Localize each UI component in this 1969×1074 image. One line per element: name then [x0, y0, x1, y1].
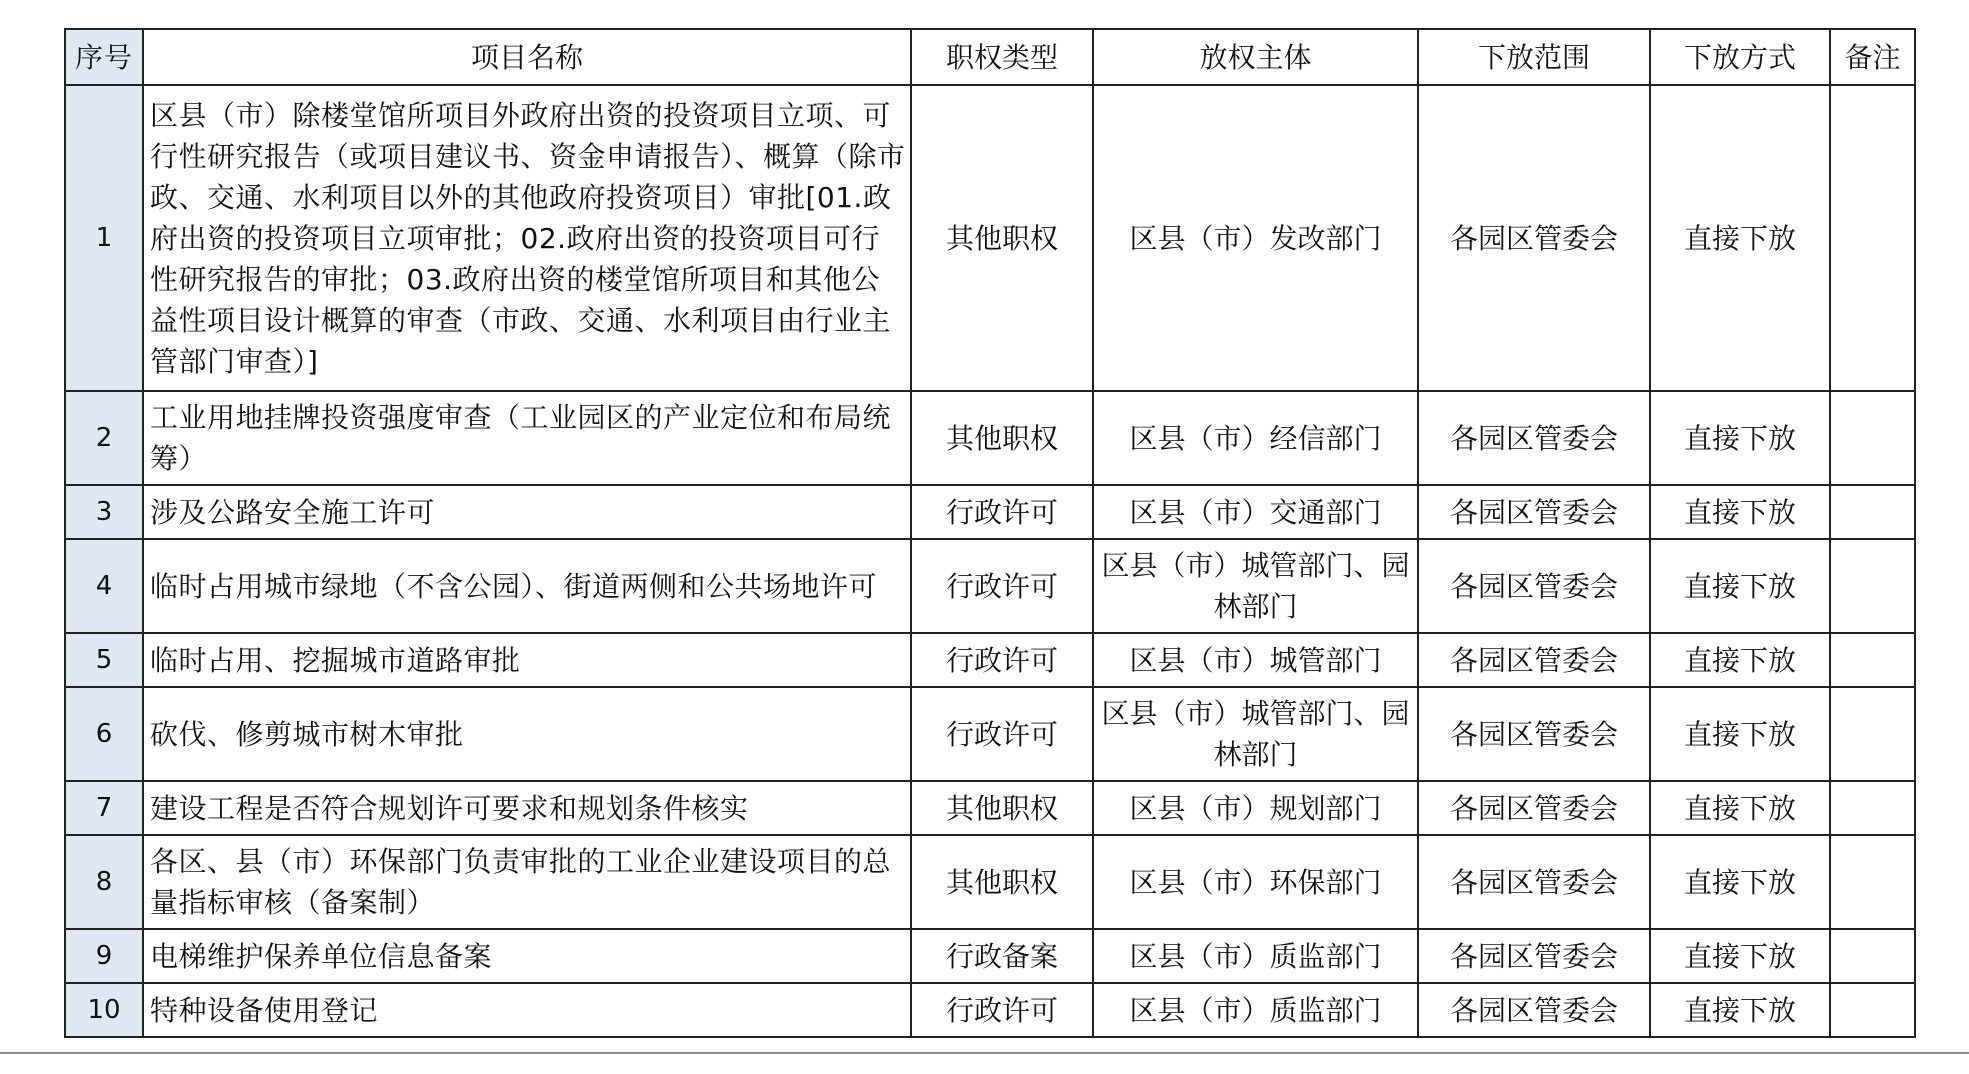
row-delegating-body: 区县（市）经信部门 [1093, 391, 1418, 485]
table-row [65, 539, 1915, 633]
row-delegation-method: 直接下放 [1650, 929, 1830, 983]
row-seq: 6 [65, 687, 143, 781]
table-row [65, 687, 1915, 781]
row-seq: 5 [65, 633, 143, 687]
table-row [65, 835, 1915, 929]
row-delegating-body: 区县（市）环保部门 [1093, 835, 1418, 929]
row-seq: 4 [65, 539, 143, 633]
row-delegation-method: 直接下放 [1650, 633, 1830, 687]
row-remarks [1830, 391, 1915, 485]
row-authority-type: 其他职权 [911, 391, 1093, 485]
row-project-name: 各区、县（市）环保部门负责审批的工业企业建设项目的总量指标审核（备案制） [143, 835, 911, 929]
row-delegation-scope: 各园区管委会 [1418, 633, 1650, 687]
row-delegation-scope: 各园区管委会 [1418, 391, 1650, 485]
row-delegation-method: 直接下放 [1650, 687, 1830, 781]
row-delegating-body: 区县（市）城管部门、园林部门 [1093, 687, 1418, 781]
row-remarks [1830, 835, 1915, 929]
row-authority-type: 行政许可 [911, 539, 1093, 633]
table-row [65, 85, 1915, 391]
row-project-name: 临时占用城市绿地（不含公园）、街道两侧和公共场地许可 [143, 539, 911, 633]
row-delegating-body: 区县（市）城管部门、园林部门 [1093, 539, 1418, 633]
table-row [65, 781, 1915, 835]
row-delegation-method: 直接下放 [1650, 85, 1830, 391]
row-authority-type: 行政许可 [911, 633, 1093, 687]
row-authority-type: 其他职权 [911, 835, 1093, 929]
header-remarks: 备注 [1830, 29, 1915, 85]
row-project-name: 特种设备使用登记 [143, 983, 911, 1037]
row-seq: 3 [65, 485, 143, 539]
row-authority-type: 行政许可 [911, 983, 1093, 1037]
row-delegating-body: 区县（市）质监部门 [1093, 929, 1418, 983]
row-remarks [1830, 781, 1915, 835]
header-delegating-body: 放权主体 [1093, 29, 1418, 85]
row-delegating-body: 区县（市）城管部门 [1093, 633, 1418, 687]
row-authority-type: 其他职权 [911, 85, 1093, 391]
row-delegation-scope: 各园区管委会 [1418, 781, 1650, 835]
row-delegation-scope: 各园区管委会 [1418, 929, 1650, 983]
row-seq: 10 [65, 983, 143, 1037]
row-project-name: 工业用地挂牌投资强度审查（工业园区的产业定位和布局统筹） [143, 391, 911, 485]
row-seq: 9 [65, 929, 143, 983]
table-row [65, 485, 1915, 539]
row-remarks [1830, 85, 1915, 391]
header-project-name: 项目名称 [143, 29, 911, 85]
row-project-name: 区县（市）除楼堂馆所项目外政府出资的投资项目立项、可行性研究报告（或项目建议书、资金申请报告）、概算（除市政、交通、水利项目以外的其他政府投资项目）审批[01.政府出资的投资项目立项审批；02.政府出资的投资项目可行性研究报告的审批；03.政府出资的楼堂馆所项目和其他公益性项目设计概算的审查（市政、交通、水利项目由行业主管部门审查）] [143, 85, 911, 391]
table-row [65, 633, 1915, 687]
row-authority-type: 行政备案 [911, 929, 1093, 983]
row-authority-type: 行政许可 [911, 485, 1093, 539]
row-authority-type: 行政许可 [911, 687, 1093, 781]
row-delegation-scope: 各园区管委会 [1418, 835, 1650, 929]
table-row [65, 391, 1915, 485]
header-seq: 序号 [65, 29, 143, 85]
row-seq: 8 [65, 835, 143, 929]
row-delegation-method: 直接下放 [1650, 485, 1830, 539]
row-delegation-method: 直接下放 [1650, 835, 1830, 929]
row-delegating-body: 区县（市）发改部门 [1093, 85, 1418, 391]
row-delegating-body: 区县（市）质监部门 [1093, 983, 1418, 1037]
row-delegation-scope: 各园区管委会 [1418, 687, 1650, 781]
table-row [65, 929, 1915, 983]
bottom-rule [0, 1052, 1969, 1054]
row-delegating-body: 区县（市）规划部门 [1093, 781, 1418, 835]
header-row [65, 29, 1915, 85]
row-remarks [1830, 983, 1915, 1037]
header-delegation-method: 下放方式 [1650, 29, 1830, 85]
delegation-table-container [64, 28, 1914, 1038]
row-seq: 7 [65, 781, 143, 835]
row-delegation-scope: 各园区管委会 [1418, 539, 1650, 633]
row-authority-type: 其他职权 [911, 781, 1093, 835]
row-project-name: 临时占用、挖掘城市道路审批 [143, 633, 911, 687]
row-remarks [1830, 687, 1915, 781]
row-delegation-method: 直接下放 [1650, 781, 1830, 835]
table-row [65, 983, 1915, 1037]
row-delegation-method: 直接下放 [1650, 983, 1830, 1037]
row-delegation-scope: 各园区管委会 [1418, 85, 1650, 391]
row-delegating-body: 区县（市）交通部门 [1093, 485, 1418, 539]
row-delegation-method: 直接下放 [1650, 391, 1830, 485]
row-remarks [1830, 485, 1915, 539]
row-project-name: 涉及公路安全施工许可 [143, 485, 911, 539]
row-project-name: 建设工程是否符合规划许可要求和规划条件核实 [143, 781, 911, 835]
row-seq: 1 [65, 85, 143, 391]
header-delegation-scope: 下放范围 [1418, 29, 1650, 85]
delegation-table [64, 28, 1916, 1038]
header-authority-type: 职权类型 [911, 29, 1093, 85]
row-delegation-method: 直接下放 [1650, 539, 1830, 633]
row-delegation-scope: 各园区管委会 [1418, 983, 1650, 1037]
row-project-name: 砍伐、修剪城市树木审批 [143, 687, 911, 781]
row-seq: 2 [65, 391, 143, 485]
row-remarks [1830, 929, 1915, 983]
row-delegation-scope: 各园区管委会 [1418, 485, 1650, 539]
row-remarks [1830, 633, 1915, 687]
row-remarks [1830, 539, 1915, 633]
row-project-name: 电梯维护保养单位信息备案 [143, 929, 911, 983]
